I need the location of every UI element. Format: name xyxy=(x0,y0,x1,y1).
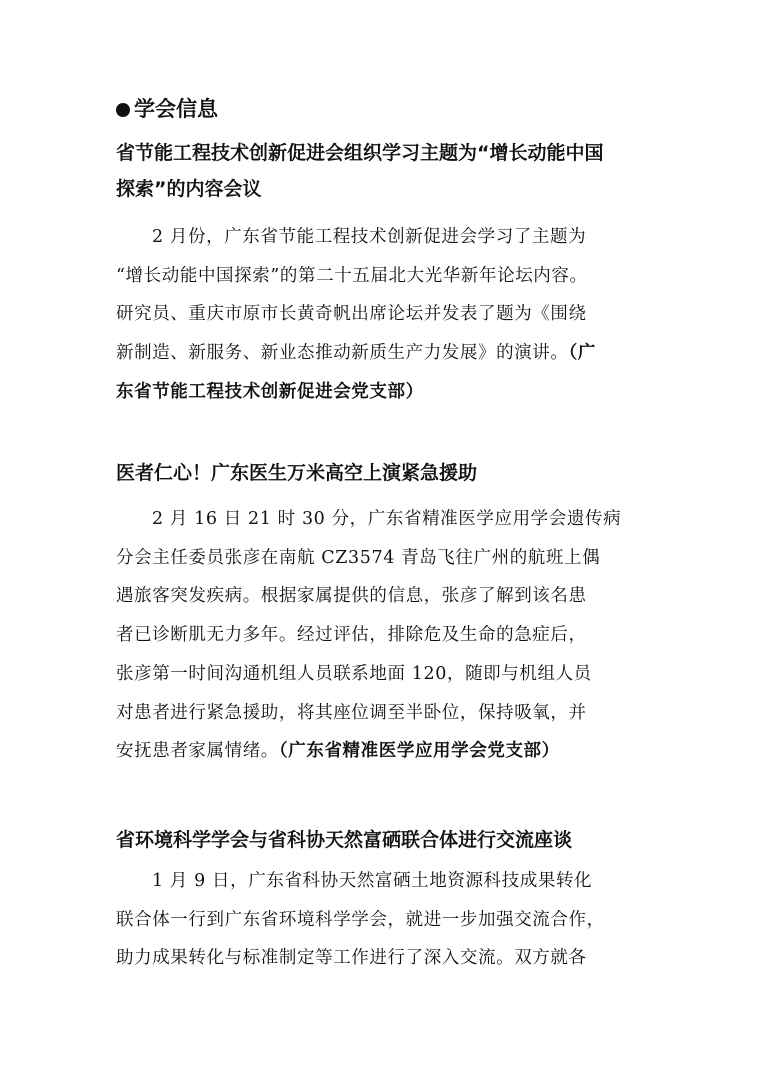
body-line: 张彦第一时间沟通机组人员联系地面 120，随即与机组人员 xyxy=(116,663,592,684)
article-title xyxy=(116,822,661,858)
article-title-line: 省节能工程技术创新促进会组织学习主题为“增长动能中国 xyxy=(116,142,604,164)
bullet-icon xyxy=(116,103,130,117)
body-line: 1 月 9 日，广东省科协天然富硒土地资源科技成果转化 xyxy=(152,871,593,891)
body-line: 2 月 16 日 21 时 30 分，广东省精准医学应用学会遗传病 xyxy=(152,509,622,529)
article-title xyxy=(116,455,661,491)
article-title-line: 探索”的内容会议 xyxy=(116,178,262,200)
article-source: （广 xyxy=(568,343,596,364)
article-title-line: 医者仁心！广东医生万米高空上演紧急援助 xyxy=(116,462,478,484)
article-source: 东省节能工程技术创新促进会党支部） xyxy=(116,381,424,402)
article-body xyxy=(116,500,661,771)
body-line: 联合体一行到广东省环境科学学会，就进一步加强交流合作， xyxy=(116,909,605,930)
body-line: 分会主任委员张彦在南航 CZ3574 青岛飞往广州的航班上偶 xyxy=(116,547,601,568)
body-line: 2 月份，广东省节能工程技术创新促进会学习了主题为 xyxy=(152,227,587,247)
article-title-line: 省环境科学学会与省科协天然富硒联合体进行交流座谈 xyxy=(116,829,573,851)
article-source: （广东省精准医学应用学会党支部） xyxy=(278,741,560,762)
body-line: 助力成果转化与标准制定等工作进行了深入交流。双方就各 xyxy=(116,948,587,969)
body-line: 安抚患者家属情绪。 xyxy=(116,741,279,762)
body-line: 研究员、重庆市原市长黄奇帆出席论坛并发表了题为《围绕 xyxy=(116,304,587,325)
body-line: 遇旅客突发疾病。根据家属提供的信息，张彦了解到该名患 xyxy=(116,586,587,607)
body-line: “增长动能中国探索”的第二十五届北大光华新年论坛内容。 xyxy=(116,265,588,286)
section-title: 学会信息 xyxy=(134,97,218,121)
article-body xyxy=(116,862,661,978)
article-body xyxy=(116,218,661,412)
article-title xyxy=(116,135,661,207)
body-line: 新制造、新服务、新业态推动新质生产力发展》的演讲。 xyxy=(116,343,569,364)
section-heading xyxy=(116,94,218,124)
body-line: 对患者进行紧急援助，将其座位调至半卧位，保持吸氧，并 xyxy=(116,702,587,723)
body-line: 者已诊断肌无力多年。经过评估，排除危及生命的急症后， xyxy=(116,625,587,646)
